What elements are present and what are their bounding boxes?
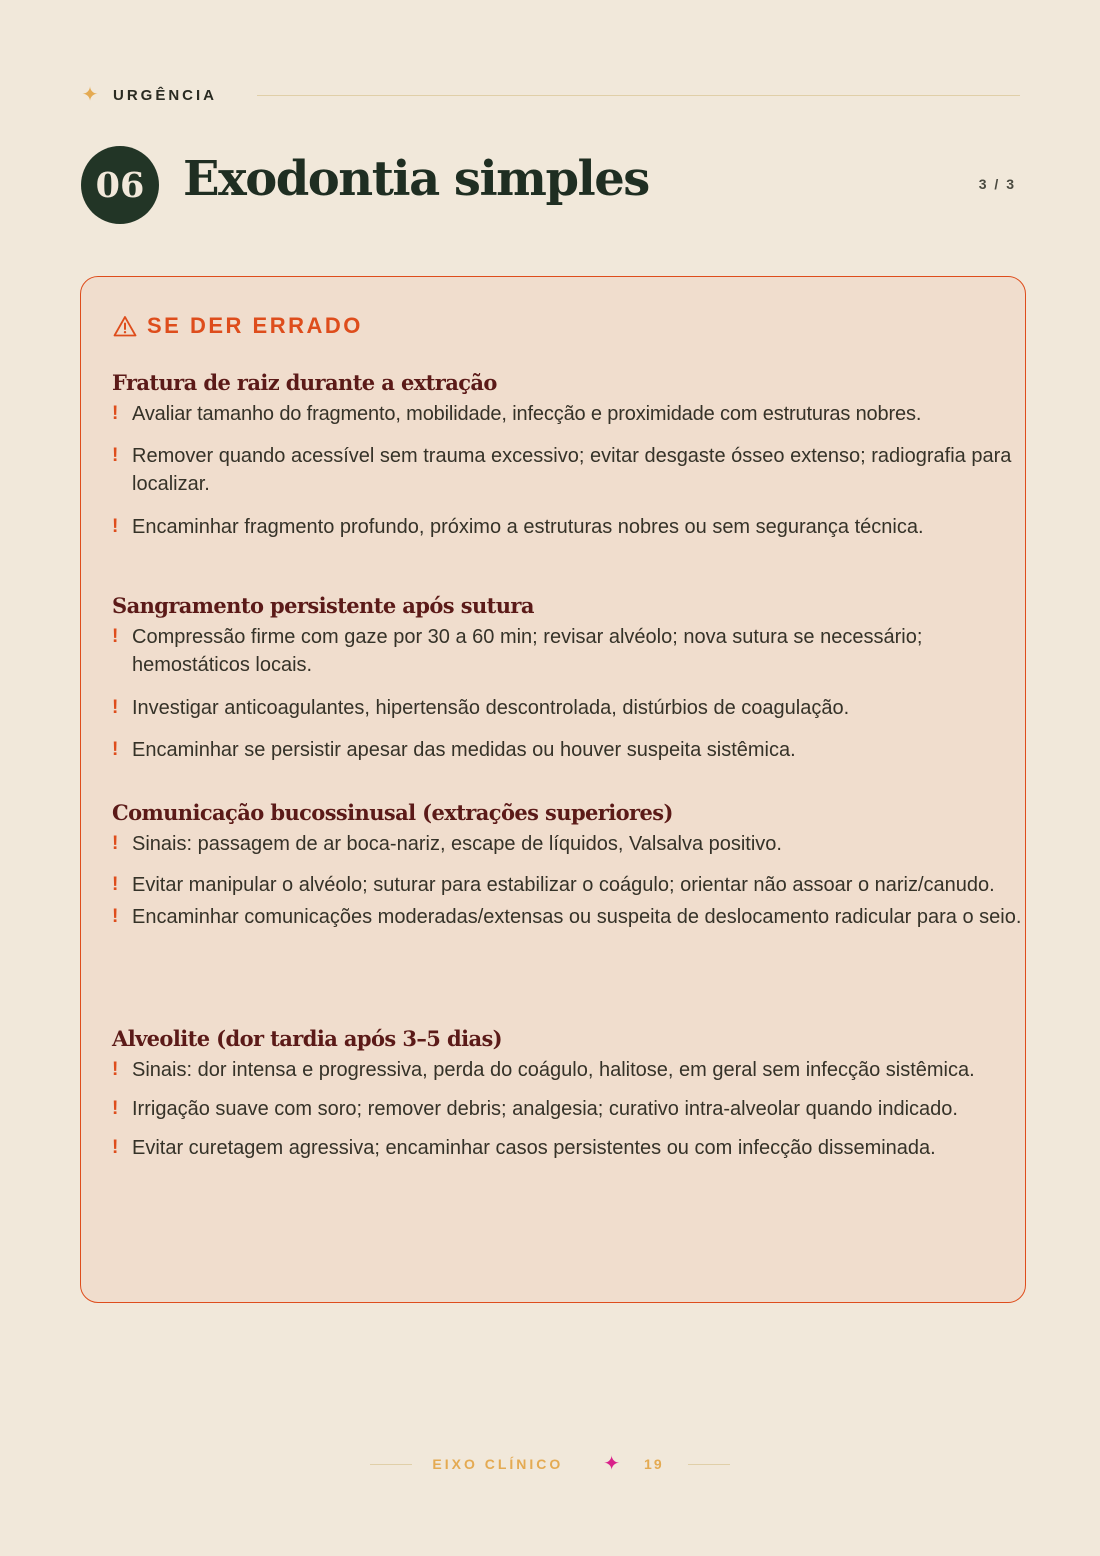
list-item-text: Sinais: passagem de ar boca-nariz, escape de líquidos, Valsalva positivo. [132, 833, 782, 855]
page-title: Exodontia simples [183, 151, 649, 207]
alert-bullet-icon: ! [112, 516, 119, 537]
list-item-text: Encaminhar se persistir apesar das medidas ou houver suspeita sistêmica. [132, 739, 796, 761]
list-item [112, 1134, 1024, 1162]
list-item [112, 694, 1024, 722]
alert-bullet-icon: ! [112, 626, 119, 647]
list-item-text: Evitar manipular o alvéolo; suturar para estabilizar o coágulo; orientar não assoar o nariz/canudo. [132, 874, 995, 896]
list-item [112, 623, 1024, 679]
section-persistent-bleeding [112, 591, 1024, 764]
list-item [112, 442, 1024, 498]
list-item [112, 1095, 1024, 1123]
list-item [112, 830, 1024, 858]
section-heading: Alveolite (dor tardia após 3–5 dias) [112, 1026, 503, 1051]
card-title: SE DER ERRADO [147, 313, 363, 338]
chapter-number-badge: 06 [81, 146, 159, 224]
section-heading: Comunicação bucossinusal (extrações superiores) [112, 800, 673, 825]
alert-bullet-icon: ! [112, 739, 119, 760]
card-header [113, 313, 363, 339]
kicker-rule [257, 95, 1020, 96]
list-item-text: Remover quando acessível sem trauma excessivo; evitar desgaste ósseo extenso; radiografia para localizar. [132, 445, 1012, 495]
warning-triangle-icon [113, 315, 137, 337]
list-item [112, 1056, 1024, 1084]
list-item-text: Evitar curetagem agressiva; encaminhar casos persistentes ou com infecção disseminada. [132, 1137, 936, 1159]
footer-brand: EIXO CLÍNICO [432, 1456, 564, 1472]
section-heading: Fratura de raiz durante a extração [112, 370, 497, 395]
list-item [112, 903, 1024, 931]
section-heading: Sangramento persistente após sutura [112, 593, 534, 618]
list-item-text: Irrigação suave com soro; remover debris; analgesia; curativo intra-alveolar quando indicado. [132, 1098, 958, 1120]
section-root-fracture [112, 368, 1024, 541]
footer-page-number: 19 [644, 1456, 664, 1472]
footer-rule-left [370, 1464, 412, 1465]
troubleshooting-card [80, 276, 1026, 1303]
alert-bullet-icon: ! [112, 1098, 119, 1119]
list-item-text: Compressão firme com gaze por 30 a 60 min; revisar alvéolo; nova sutura se necessário; hemostáticos locais. [132, 626, 923, 676]
alert-bullet-icon: ! [112, 445, 119, 466]
list-item [112, 400, 1024, 428]
alert-bullet-icon: ! [112, 833, 119, 854]
list-item [112, 871, 1024, 899]
section-alveolitis [112, 1024, 1024, 1162]
alert-bullet-icon: ! [112, 906, 119, 927]
page-counter: 3 / 3 [978, 176, 1016, 192]
list-item [112, 513, 1024, 541]
list-item-text: Investigar anticoagulantes, hipertensão descontrolada, distúrbios de coagulação. [132, 697, 850, 719]
list-item-text: Sinais: dor intensa e progressiva, perda do coágulo, halitose, em geral sem infecção sistêmica. [132, 1059, 975, 1081]
list-item-text: Encaminhar comunicações moderadas/extensas ou suspeita de deslocamento radicular para o seio. [132, 906, 1022, 928]
list-item-text: Encaminhar fragmento profundo, próximo a estruturas nobres ou sem segurança técnica. [132, 516, 924, 538]
sparkle-icon: ✦ [81, 84, 99, 106]
section-kicker [80, 81, 1020, 109]
alert-bullet-icon: ! [112, 403, 119, 424]
list-item [112, 736, 1024, 764]
alert-bullet-icon: ! [112, 874, 119, 895]
sparkle-icon: ✦ [603, 1453, 621, 1475]
section-oroantral-communication [112, 798, 1024, 931]
alert-bullet-icon: ! [112, 1059, 119, 1080]
page-footer [0, 1450, 1100, 1478]
kicker-label: URGÊNCIA [113, 86, 218, 104]
alert-bullet-icon: ! [112, 697, 119, 718]
footer-rule-right [688, 1464, 730, 1465]
list-item-text: Avaliar tamanho do fragmento, mobilidade, infecção e proximidade com estruturas nobres. [132, 403, 922, 425]
alert-bullet-icon: ! [112, 1137, 119, 1158]
